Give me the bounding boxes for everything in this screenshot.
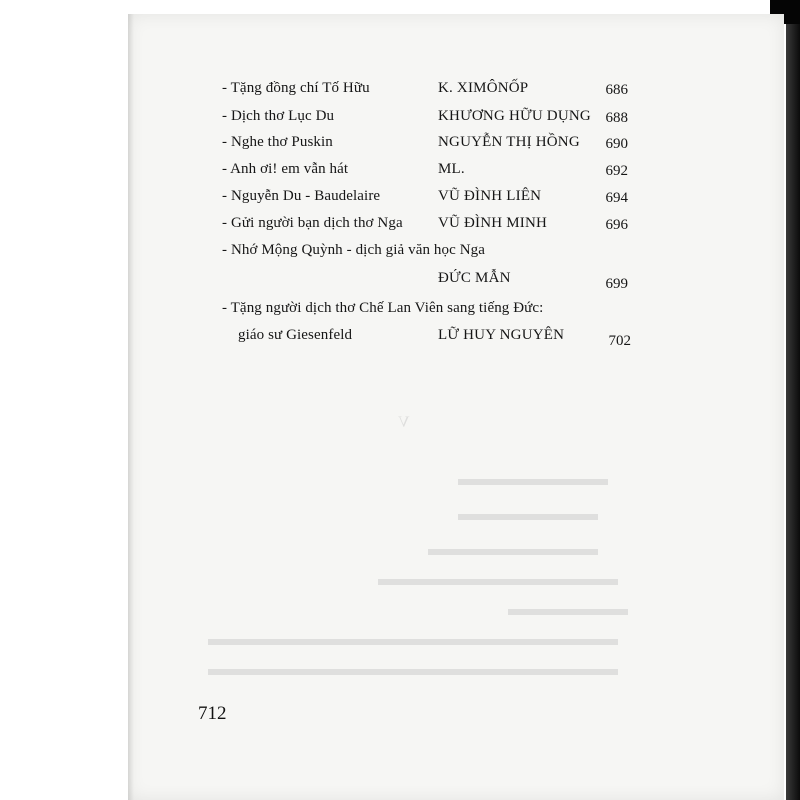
- toc-entry-page: 702: [608, 333, 631, 349]
- bleed-through-line: [508, 609, 628, 615]
- toc-entry-title: giáo sư Giesenfeld: [238, 327, 353, 343]
- toc-entry-page: 686: [605, 82, 628, 98]
- toc-entry-author: VŨ ĐÌNH MINH: [438, 215, 548, 231]
- bleed-through-line: [428, 549, 598, 555]
- toc-entry-author: ML.: [438, 161, 465, 177]
- toc-entry-page: 699: [605, 276, 628, 292]
- bleed-through-line: [458, 479, 608, 485]
- toc-entry-title: - Nghe thơ Puskin: [222, 134, 333, 150]
- bleed-through-line: [458, 514, 598, 520]
- book-page: [128, 14, 784, 800]
- toc-entry-title: - Dịch thơ Lục Du: [222, 108, 335, 124]
- toc-entry-author: ĐỨC MẪN: [438, 270, 511, 286]
- toc-entry-title: - Tặng đồng chí Tố Hữu: [222, 80, 370, 96]
- toc-entry-page: 696: [605, 217, 628, 233]
- toc-entry-author: NGUYỄN THỊ HỒNG: [438, 134, 580, 150]
- toc-entry-author: KHƯƠNG HỮU DỤNG: [438, 108, 591, 124]
- toc-entry-title: - Gửi người bạn dịch thơ Nga: [222, 215, 403, 231]
- toc-entry-page: 688: [605, 110, 628, 126]
- toc-entry-title: - Nhớ Mộng Quỳnh - dịch giả văn học Nga: [222, 242, 486, 258]
- toc-entry-author: VŨ ĐÌNH LIÊN: [438, 188, 542, 204]
- toc-entry-page: 694: [605, 190, 628, 206]
- bleed-through-mark: V: [398, 414, 410, 431]
- bleed-through-line: [208, 639, 618, 645]
- toc-entry-page: 690: [605, 136, 628, 152]
- toc-entry-author: K. XIMÔNỐP: [438, 80, 529, 96]
- page-number: 712: [198, 703, 227, 724]
- bleed-through-line: [378, 579, 618, 585]
- bleed-through-line: [208, 669, 618, 675]
- toc-entry-author: LỮ HUY NGUYÊN: [438, 327, 565, 343]
- toc-entry-title: - Nguyễn Du - Baudelaire: [222, 188, 381, 204]
- toc-entry-page: 692: [605, 163, 628, 179]
- toc-entry-title: - Tặng người dịch thơ Chế Lan Viên sang tiếng Đức:: [222, 300, 544, 316]
- scan-border-right: [786, 0, 800, 800]
- toc-entry-title: - Anh ơi! em vẫn hát: [222, 161, 349, 177]
